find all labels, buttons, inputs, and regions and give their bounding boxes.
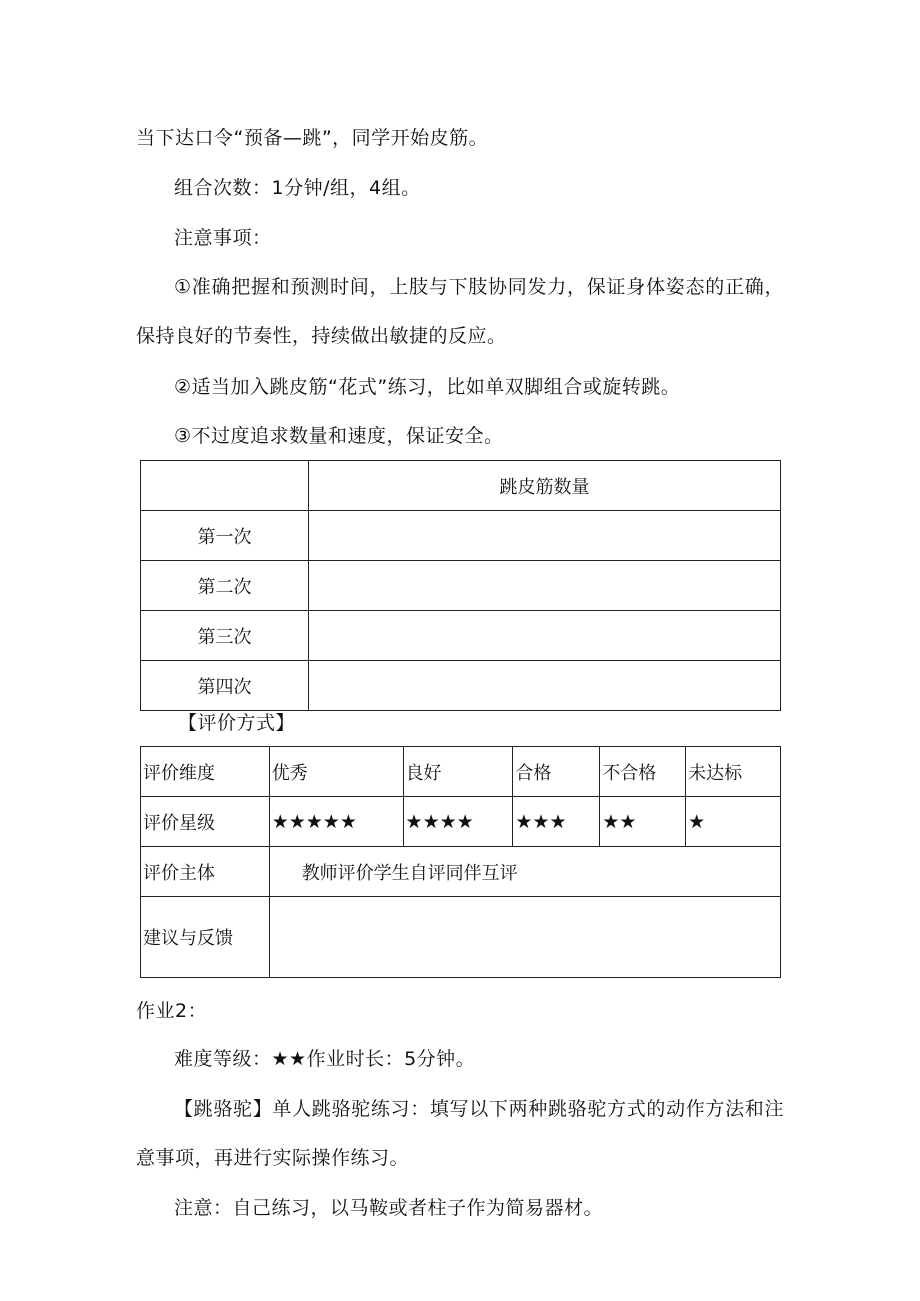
dimension-label: 评价维度 (141, 747, 270, 797)
star-rating-cell: ★★★★ (403, 797, 513, 847)
paragraph-notes-heading: 注意事项： (174, 227, 272, 249)
star-label: 评价星级 (141, 797, 270, 847)
paragraph-repetitions: 组合次数：1分钟/组，4组。 (174, 177, 421, 199)
count-table (140, 460, 781, 711)
homework-2-title: 作业2： (136, 1000, 208, 1022)
table-row (141, 611, 781, 661)
subject-label: 评价主体 (141, 847, 270, 897)
subject-value: 教师评价学生自评同伴互评 (269, 847, 780, 897)
count-cell[interactable] (309, 561, 781, 611)
count-cell[interactable] (309, 511, 781, 561)
star-rating-cell: ★★★★★ (269, 797, 403, 847)
table-row (141, 561, 781, 611)
homework-2-difficulty: 难度等级：★★作业时长：5分钟。 (174, 1048, 476, 1070)
table-row (141, 747, 781, 797)
feedback-label: 建议与反馈 (141, 897, 270, 978)
homework-2-note: 注意：自己练习，以马鞍或者柱子作为简易器材。 (174, 1197, 604, 1219)
table-row (141, 461, 781, 511)
table-row (141, 797, 781, 847)
evaluation-table (140, 746, 781, 978)
paragraph-note-3: ③不过度追求数量和速度，保证安全。 (174, 425, 504, 447)
homework-2-description: 【跳骆驼】单人跳骆驼练习：填写以下两种跳骆驼方式的动作方法和注意事项，再进行实际操作练习。 (136, 1098, 784, 1169)
level-cell: 不合格 (600, 747, 686, 797)
feedback-cell[interactable] (269, 897, 780, 978)
paragraph-note-1: ①准确把握和预测时间，上肢与下肢协同发力，保证身体姿态的正确，保持良好的节奏性，持续做出敏捷的反应。 (136, 276, 784, 347)
star-rating-cell: ★★ (600, 797, 686, 847)
star-rating-cell: ★ (686, 797, 781, 847)
row-label: 第一次 (141, 511, 309, 561)
table-row (141, 897, 781, 978)
count-cell[interactable] (309, 611, 781, 661)
count-header: 跳皮筋数量 (309, 461, 781, 511)
level-cell: 合格 (513, 747, 600, 797)
row-label: 第三次 (141, 611, 309, 661)
paragraph-note-2: ②适当加入跳皮筋“花式”练习，比如单双脚组合或旋转跳。 (174, 376, 681, 398)
eval-section-title: 【评价方式】 (178, 712, 296, 734)
level-cell: 良好 (403, 747, 513, 797)
level-cell: 未达标 (686, 747, 781, 797)
empty-header-cell (141, 461, 309, 511)
table-row (141, 511, 781, 561)
paragraph-instruction: 当下达口令“预备—跳”，同学开始皮筋。 (136, 127, 489, 149)
row-label: 第四次 (141, 661, 309, 711)
level-cell: 优秀 (269, 747, 403, 797)
table-row (141, 847, 781, 897)
star-rating-cell: ★★★ (513, 797, 600, 847)
row-label: 第二次 (141, 561, 309, 611)
